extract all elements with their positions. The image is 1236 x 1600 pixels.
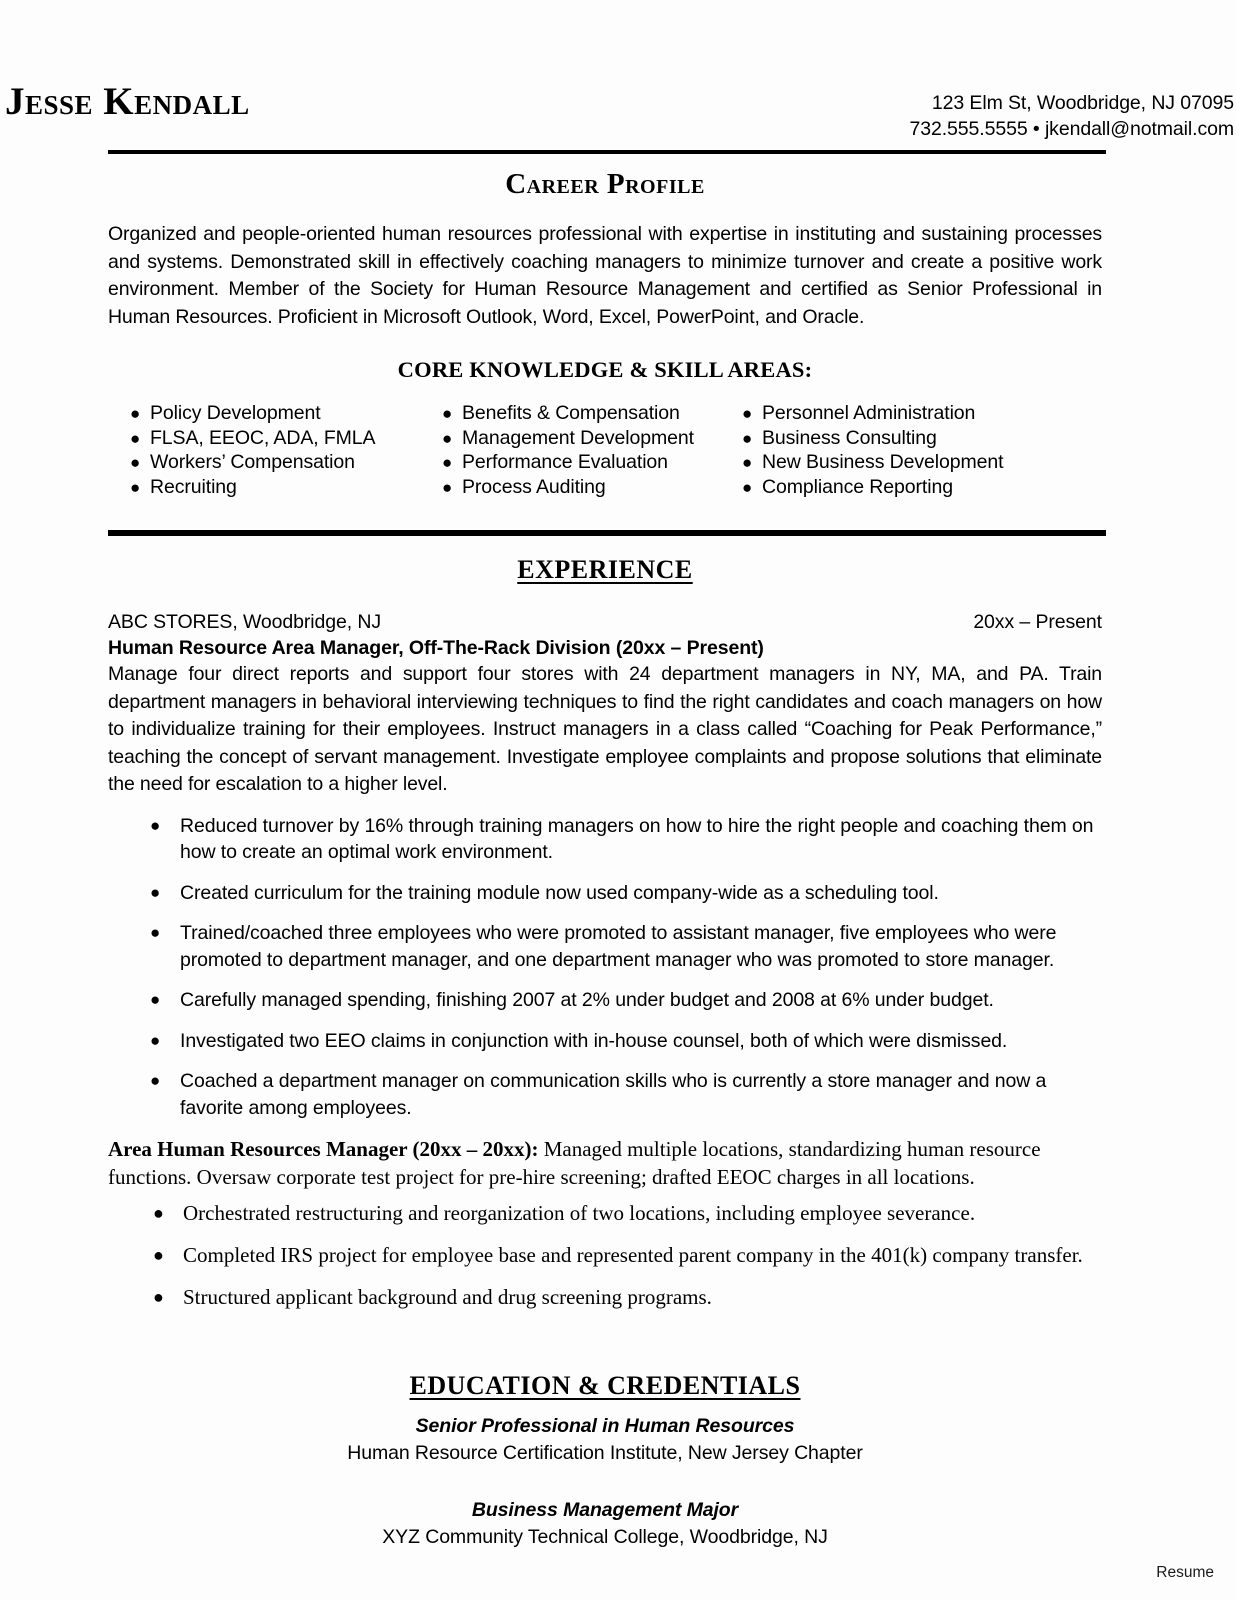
job-description: Manage four direct reports and support four stores with 24 department managers in NY, MA, and PA. Train department managers in behavioral interviewing techniques to find the right candidates and coach managers on how to individualize training for their employees. Instruct managers in a class called “Coaching for Peak Performance,” teaching the concept of servant management. Investigate employee complaints and propose solutions that eliminate the need for escalation to a higher level. [108,663,1102,795]
list-item-text: Completed IRS project for employee base and represented parent company in the 401(k) company transfer. [183,1243,1083,1267]
bullet-icon: ● [150,882,161,902]
bullet-icon: ● [130,404,141,423]
skill-item [420,450,720,475]
bullet-icon: ● [150,923,161,942]
bullet-icon: ● [153,1203,164,1223]
list-item-text: Reduced turnover by 16% through training managers on how to hire the right people and coaching them on how to create an optimal work environment. [180,814,1094,863]
employment-dates: 20xx – Present [973,611,1102,633]
skill-item [720,450,1102,475]
list-item-text: Carefully managed spending, finishing 2007 at 2% under budget and 2008 at 6% under budget. [180,989,994,1011]
list-item [108,880,1102,907]
experience-divider [108,530,1106,536]
skill-label: FLSA, EEOC, ADA, FMLA [150,426,376,449]
bullet-icon: ● [153,1245,164,1265]
bullet-icon: ● [150,815,161,835]
page-footer-label: Resume [1156,1564,1214,1581]
bullet-icon: ● [153,1287,164,1307]
education-institution: XYZ Community Technical College, Woodbridge, NJ [382,1526,828,1548]
skill-item [720,426,1102,451]
core-skills-grid [108,401,1102,499]
skill-label: Benefits & Compensation [462,402,680,424]
skill-label: Performance Evaluation [462,451,668,473]
bullet-icon: ● [742,404,753,423]
address-line: 123 Elm St, Woodbridge, NJ 07095 [931,92,1234,114]
skill-item [720,475,1102,500]
experience-heading: EXPERIENCE [517,555,693,584]
prior-role-description: Managed multiple locations, standardizing human resource functions. Oversaw corporate test project for pre-hire screening; drafted EEOC charges in all locations. [108,1137,1041,1189]
education-institution: Human Resource Certification Institute, New Jersey Chapter [347,1442,863,1464]
bullet-icon: ● [150,1071,161,1090]
list-item-text: Investigated two EEO claims in conjunction with in-house counsel, both of which were dismissed. [180,1029,1008,1052]
company-name: ABC STORES, Woodbridge, NJ [108,611,382,633]
skill-item [420,426,720,451]
list-item [108,987,1102,1014]
skill-label: Process Auditing [462,475,606,498]
skill-label: Workers’ Compensation [150,451,355,473]
job-title: Human Resource Area Manager, Off-The-Rack Division (20xx – Present) [108,637,764,659]
list-item-text: Created curriculum for the training module now used company-wide as a scheduling tool. [180,881,939,904]
skill-item [108,450,420,475]
skills-column-3 [720,401,1102,499]
skill-label: Policy Development [150,402,321,424]
education-credential: Business Management Major [471,1499,739,1521]
list-item [108,920,1102,973]
bullet-icon: ● [742,453,753,472]
bullet-icon: ● [742,477,753,497]
skill-label: Personnel Administration [762,402,976,424]
list-item [108,1283,1102,1311]
skill-item [720,401,1102,426]
bullet-icon: ● [130,428,141,448]
core-skills-heading: CORE KNOWLEDGE & SKILL AREAS: [397,357,813,382]
list-item-text: Trained/coached three employees who were promoted to assistant manager, five employees who were promoted to department manager, and one department manager who was promoted to store manager. [180,922,1057,971]
list-item [108,1028,1102,1055]
skill-label: Management Development [462,426,694,449]
list-item-text: Structured applicant background and drug screening programs. [183,1285,712,1309]
skill-label: Recruiting [150,475,237,498]
bullet-icon: ● [130,453,141,472]
skill-item [420,475,720,500]
bullet-icon: ● [442,404,453,423]
skill-label: Compliance Reporting [762,475,953,498]
job-achievements-list [108,813,1102,1122]
skill-label: New Business Development [762,451,1004,473]
skill-label: Business Consulting [762,426,937,449]
prior-role-title: Area Human Resources Manager (20xx – 20xx): [108,1137,539,1161]
education-credential: Senior Professional in Human Resources [415,1415,795,1437]
education-heading: EDUCATION & CREDENTIALS [409,1371,801,1400]
list-item [108,1199,1102,1227]
career-profile-heading: Career Profile [505,168,705,200]
bullet-icon: ● [442,477,453,497]
prior-role-achievements-list [108,1199,1102,1311]
candidate-name: Jesse Kendall [5,80,250,123]
bullet-icon: ● [150,1030,161,1050]
skill-item [108,475,420,500]
skills-column-1 [108,401,420,499]
list-item-text: Orchestrated restructuring and reorganization of two locations, including employee severance. [183,1201,976,1225]
skill-item [108,426,420,451]
skill-item [108,401,420,426]
bullet-icon: ● [130,477,141,497]
bullet-icon: ● [150,990,161,1009]
career-profile-text: Organized and people-oriented human resources professional with expertise in instituting and sustaining processes and systems. Demonstrated skill in effectively coaching managers to minimize turnover and create a positive work environment. Member of the Society for Human Resource Management and certified as Senior Professional in Human Resources. Proficient in Microsoft Outlook, Word, Excel, PowerPoint, and Oracle. [108,223,1102,328]
list-item [108,813,1102,866]
list-item-text: Coached a department manager on communication skills who is currently a store manager and now a favorite among employees. [180,1070,1047,1119]
skills-column-2 [420,401,720,499]
list-item [108,1068,1102,1121]
skill-item [420,401,720,426]
phone-email-line: 732.555.5555 • jkendall@notmail.com [909,118,1234,140]
bullet-icon: ● [742,428,753,448]
job-header-row [108,609,1102,635]
list-item [108,1241,1102,1269]
bullet-icon: ● [442,428,453,448]
bullet-icon: ● [442,453,453,472]
prior-role-block [108,1135,1102,1191]
